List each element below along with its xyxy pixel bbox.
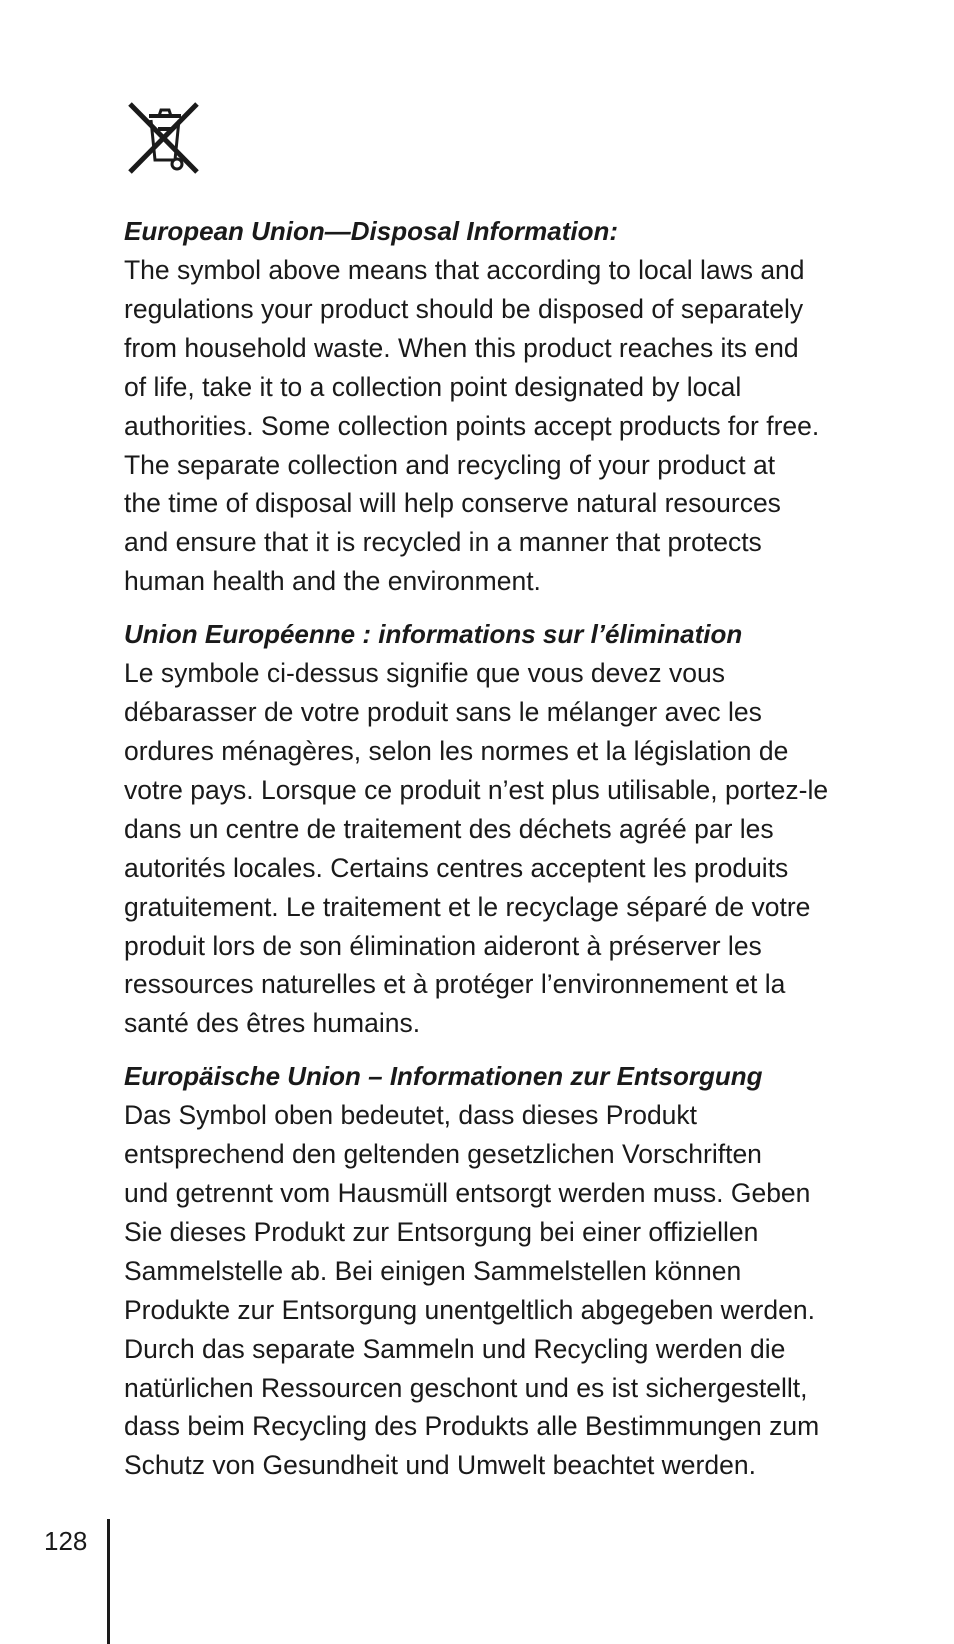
- body-line: The symbol above means that according to local laws and: [124, 255, 805, 285]
- section-heading: European Union—Disposal Information:: [124, 216, 619, 246]
- body-line: Sammelstelle ab. Bei einigen Sammelstellen können: [124, 1255, 742, 1286]
- body-line: Le symbole ci-dessus signifie que vous devez vous: [124, 658, 725, 689]
- body-line: dans un centre de traitement des déchets agréé par les: [124, 813, 774, 844]
- body-line: Durch das separate Sammeln und Recycling werden die: [124, 1333, 786, 1364]
- section-eu-german: [124, 1057, 904, 1485]
- body-line: Produkte zur Entsorgung unentgeltlich abgegeben werden.: [124, 1294, 815, 1325]
- body-line: authorities. Some collection points accept products for free.: [124, 410, 820, 441]
- body-line: and ensure that it is recycled in a manner that protects: [124, 527, 762, 558]
- body-line: ressources naturelles et à protéger l’environnement et la: [124, 969, 786, 1000]
- body-line: entsprechend den geltenden gesetzlichen Vorschriften: [124, 1139, 762, 1170]
- body-line: und getrennt vom Hausmüll entsorgt werden muss. Geben: [124, 1178, 811, 1209]
- page-number: 128: [44, 1526, 88, 1556]
- body-line: ordures ménagères, selon les normes et la législation de: [124, 735, 789, 766]
- body-line: human health and the environment.: [124, 566, 541, 597]
- body-line: Das Symbol oben bedeutet, dass dieses Produkt: [124, 1100, 698, 1131]
- body-line: of life, take it to a collection point designated by local: [124, 371, 742, 402]
- body-line: produit lors de son élimination aideront à préserver les: [124, 930, 762, 961]
- section-heading: Europäische Union – Informationen zur Entsorgung: [124, 1061, 763, 1092]
- footer-vertical-rule: [107, 1519, 110, 1644]
- disposal-information-content: [124, 212, 904, 1499]
- section-eu-english: [124, 212, 904, 601]
- body-line: dass beim Recycling des Produkts alle Bestimmungen zum: [124, 1411, 820, 1442]
- body-line: gratuitement. Le traitement et le recyclage séparé de votre: [124, 891, 811, 922]
- section-heading: Union Européenne : informations sur l’élimination: [124, 619, 743, 650]
- body-line: Schutz von Gesundheit und Umwelt beachtet werden.: [124, 1450, 756, 1481]
- body-line: santé des êtres humains.: [124, 1008, 421, 1039]
- body-line: autorités locales. Certains centres acceptent les produits: [124, 852, 789, 883]
- body-line: votre pays. Lorsque ce produit n’est plus utilisable, portez-le: [124, 774, 829, 805]
- body-line: débarasser de votre produit sans le mélanger avec les: [124, 697, 762, 728]
- body-line: Sie dieses Produkt zur Entsorgung bei einer offiziellen: [124, 1216, 759, 1247]
- body-line: regulations your product should be disposed of separately: [124, 293, 804, 324]
- crossed-out-wheelie-bin-icon: [125, 100, 205, 180]
- section-eu-french: [124, 615, 904, 1043]
- body-line: natürlichen Ressourcen geschont und es ist sichergestellt,: [124, 1372, 808, 1403]
- body-line: from household waste. When this product reaches its end: [124, 332, 799, 363]
- body-line: the time of disposal will help conserve natural resources: [124, 488, 781, 519]
- body-line: The separate collection and recycling of your product at: [124, 449, 776, 480]
